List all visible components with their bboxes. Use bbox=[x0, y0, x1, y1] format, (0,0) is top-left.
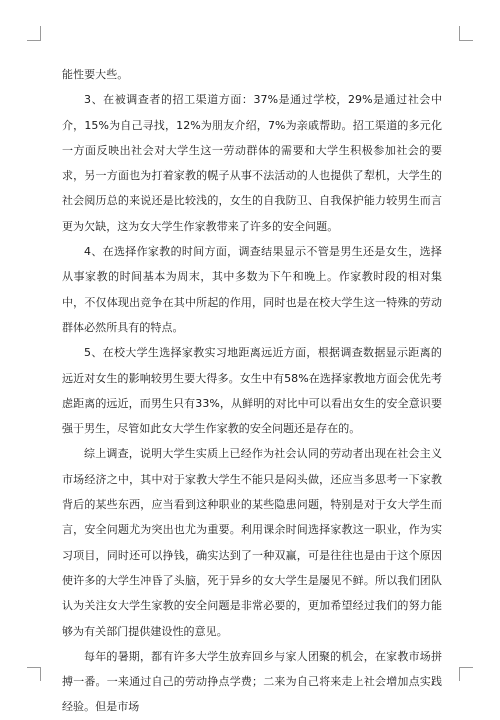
crop-mark-top-left-horizontal bbox=[27, 40, 41, 41]
crop-mark-bottom-right-vertical bbox=[459, 667, 460, 681]
paragraph-recruitment-channels: 3、在被调查者的招工渠道方面：37%是通过学校，29%是通过社会中介，15%为自己寻找，12%为朋友介绍，7%为亲戚帮助。招工渠道的多元化一方面反映出社会对大学生这一劳动群体的需要和大学生积极参加社会的要求，另一方面也为打着家教的幌子从事不法活动的人也提供了犁机，大学生的社会阅历总的来说还是比较浅的，女生的自我防卫、自我保护能力较男生而言更为欠缺，这为女大学生作家教带来了许多的安全问题。 bbox=[62, 93, 442, 233]
crop-mark-top-right-vertical bbox=[459, 26, 460, 40]
crop-mark-bottom-left-vertical bbox=[40, 667, 41, 681]
crop-mark-top-left-vertical bbox=[40, 26, 41, 40]
paragraph-summer: 每年的暑期，都有许多大学生放弃回乡与家人团聚的机会，在家教市场拼搏一番。一来通过自己的劳动挣点学费；二来为自己将来走上社会增加点实践经验。但是市场 bbox=[62, 649, 442, 714]
crop-mark-bottom-left-horizontal bbox=[27, 667, 41, 668]
crop-mark-top-right-horizontal bbox=[459, 40, 473, 41]
crop-mark-bottom-right-horizontal bbox=[459, 667, 473, 668]
document-body bbox=[62, 62, 442, 720]
paragraph-distance: 5、在校大学生选择家教实习地距离远近方面，根据调查数据显示距离的远近对女生的影响较男生要大得多。女生中有58%在选择家教地方面会优先考虑距离的远近，而男生只有33%，从鲜明的对比中可以看出女生的安全意识要强于男生，尽管如此女大学生作家教的安全问题还是存在的。 bbox=[62, 346, 442, 436]
paragraph-summary: 综上调查，说明大学生实质上已经作为社会认同的劳动者出现在社会主义市场经济之中，其中对于家教大学生不能只是闷头做，还应当多思考一下家教背后的某些东西，应当看到这种职业的某些隐患问题，特别是对于女大学生而言，安全问题尤为突出也尤为重要。利用课余时间选择家教这一职业，作为实习项目，同时还可以挣钱，确实达到了一种双赢，可是往往也是由于这个原因使许多的大学生冲昏了头脑，死于异乡的女大学生是屡见不鲜。所以我们团队认为关注女大学生家教的安全问题是非常必要的，更加希望经过我们的努力能够为有关部门提供建设性的意见。 bbox=[62, 447, 442, 638]
paragraph-continuation: 能性要大些。 bbox=[62, 68, 129, 81]
paragraph-tutoring-time: 4、在选择作家教的时间方面，调查结果显示不管是男生还是女生，选择从事家教的时间基本为周末，其中多数为下午和晚上。作家教时段的相对集中，不仅体现出竞争在其中所起的作用，同时也是在校大学生这一特殊的劳动群体必然所具有的特点。 bbox=[62, 245, 442, 334]
